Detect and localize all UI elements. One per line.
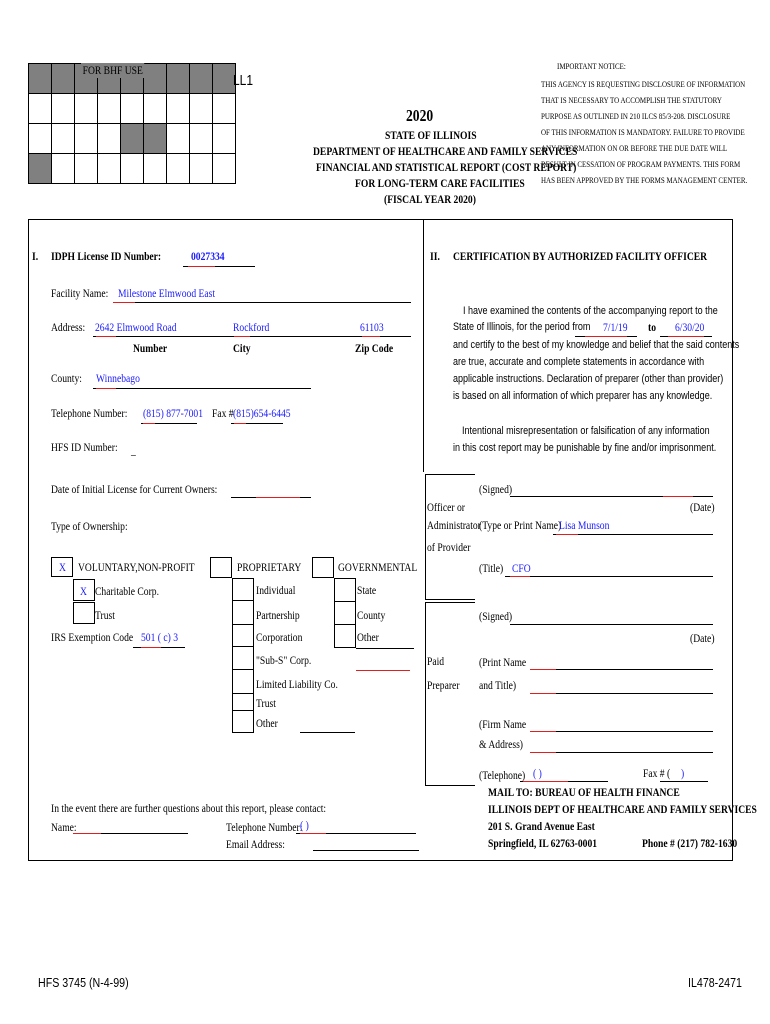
period-to[interactable]: 6/30/20 xyxy=(675,320,705,334)
zip-label: Zip Code xyxy=(355,341,394,355)
notice-line: PURPOSE AS OUTLINED IN 210 ILCS 85/3-208. DISCLOSURE xyxy=(541,111,731,121)
ownership-label: Type of Ownership: xyxy=(51,519,128,533)
notice-line: ANY INFORMATION ON OR BEFORE THE DUE DATE WILL xyxy=(541,143,728,153)
period-from[interactable]: 7/1/19 xyxy=(603,320,628,334)
preparer-side-label: Preparer xyxy=(427,678,460,692)
notice-line: THAT IS NECESSARY TO ACCOMPLISH THE STATUTORY xyxy=(541,95,722,105)
form-code: IL478-2471 xyxy=(688,975,742,990)
bhf-use-grid xyxy=(28,63,236,184)
preparer-box xyxy=(425,602,475,786)
prop-sub-s: "Sub-S" Corp. xyxy=(256,653,312,667)
gov-county: County xyxy=(357,608,386,622)
cert-text-line: State of Illinois, for the period from xyxy=(453,321,591,333)
street-value[interactable]: 2642 Elmwood Road xyxy=(95,320,177,334)
cert-text-line: and certify to the best of my knowledge and belief that the said contents xyxy=(453,339,740,351)
officer-side-label: of Provider xyxy=(427,540,471,554)
warning-line: Intentional misrepresentation or falsification of any information xyxy=(462,425,710,437)
gov-other: Other xyxy=(357,630,379,644)
header-report: FINANCIAL AND STATISTICAL REPORT (COST REPORT) xyxy=(316,160,577,174)
report-year: 2020 xyxy=(406,106,434,125)
officer-side-label: Officer or xyxy=(427,500,465,514)
contact-phone-label: Telephone Number: xyxy=(226,820,303,834)
trust-label: Trust xyxy=(95,608,115,622)
voluntary-label: VOLUNTARY,NON-PROFIT xyxy=(78,560,195,574)
preparer-telephone-value[interactable]: ( ) xyxy=(533,766,542,780)
preparer-firm-label: (Firm Name xyxy=(479,717,527,731)
facility-name-label: Facility Name: xyxy=(51,286,109,300)
contact-phone-value[interactable]: ( ) xyxy=(300,818,309,832)
hfs-id-label: HFS ID Number: xyxy=(51,440,118,454)
number-label: Number xyxy=(133,341,168,355)
license-value[interactable]: 0027334 xyxy=(191,249,225,263)
section-2-numeral: II. xyxy=(430,249,440,263)
charitable-mark: X xyxy=(80,584,87,598)
cert-text-line: applicable instructions. Declaration of preparer (other than provider) xyxy=(453,373,724,385)
certification-title: CERTIFICATION BY AUTHORIZED FACILITY OFFICER xyxy=(453,249,708,263)
preparer-fax-label: Fax # ( xyxy=(643,766,671,780)
prop-other: Other xyxy=(256,716,278,730)
warning-line: in this cost report may be punishable by fine and/or imprisonment. xyxy=(453,442,717,454)
proprietary-label: PROPRIETARY xyxy=(237,560,302,574)
fax-value[interactable]: (815)654-6445 xyxy=(233,406,291,420)
officer-date-label: (Date) xyxy=(690,500,715,514)
irs-exemption-value[interactable]: 501 ( c) 3 xyxy=(141,630,179,644)
contact-email-label: Email Address: xyxy=(226,837,285,851)
address-label: Address: xyxy=(51,320,86,334)
mail-line: 201 S. Grand Avenue East xyxy=(488,819,595,833)
officer-side-label: Administrator xyxy=(427,518,481,532)
form-number: HFS 3745 (N-4-99) xyxy=(38,975,129,990)
telephone-label: Telephone Number: xyxy=(51,406,128,420)
prop-corporation: Corporation xyxy=(256,630,303,644)
officer-title-value[interactable]: CFO xyxy=(512,561,531,575)
section-1-numeral: I. xyxy=(32,249,39,263)
period-to-word: to xyxy=(648,320,656,334)
notice-line: RESULT IN CESSATION OF PROGRAM PAYMENTS. THIS FORM xyxy=(541,159,741,169)
ll-code: LL1 xyxy=(233,72,254,89)
charitable-label: Charitable Corp. xyxy=(95,584,159,598)
preparer-signed-label: (Signed) xyxy=(479,609,513,623)
notice-line: OF THIS INFORMATION IS MANDATORY. FAILURE TO PROVIDE xyxy=(541,127,745,137)
facility-name-value[interactable]: Milestone Elmwood East xyxy=(118,286,216,300)
governmental-label: GOVERNMENTAL xyxy=(338,560,418,574)
prop-llc: Limited Liability Co. xyxy=(256,677,338,691)
mail-line: Springfield, IL 62763-0001 xyxy=(488,836,598,850)
column-divider xyxy=(423,219,424,472)
governmental-item-boxes[interactable] xyxy=(334,578,356,648)
officer-name-label: (Type or Print Name) xyxy=(479,518,562,532)
officer-box xyxy=(425,474,475,600)
trust-checkbox[interactable] xyxy=(73,602,95,624)
bhf-use-label: FOR BHF USE xyxy=(82,63,143,77)
cert-text-line: is based on all information of which preparer has any knowledge. xyxy=(453,390,713,402)
officer-name-value[interactable]: Lisa Munson xyxy=(559,518,610,532)
prop-partnership: Partnership xyxy=(256,608,300,622)
contact-question: In the event there are further questions about this report, please contact: xyxy=(51,801,327,815)
mail-line: ILLINOIS DEPT OF HEALTHCARE AND FAMILY SERVICES xyxy=(488,802,757,816)
preparer-print-name: and Title) xyxy=(479,678,517,692)
preparer-firm-label: & Address) xyxy=(479,737,523,751)
initial-license-label: Date of Initial License for Current Owners: xyxy=(51,482,218,496)
proprietary-checkbox[interactable] xyxy=(210,557,232,578)
city-label: City xyxy=(233,341,251,355)
preparer-telephone-label: (Telephone) xyxy=(479,768,526,782)
header-state: STATE OF ILLINOIS xyxy=(385,128,477,142)
gov-state: State xyxy=(357,583,377,597)
fax-label: Fax # xyxy=(212,406,234,420)
cert-text-line: I have examined the contents of the accompanying report to the xyxy=(463,305,718,317)
header-facilities: FOR LONG-TERM CARE FACILITIES xyxy=(355,176,525,190)
mail-line: MAIL TO: BUREAU OF HEALTH FINANCE xyxy=(488,785,680,799)
cert-text-line: are true, accurate and complete statements in accordance with xyxy=(453,356,705,368)
header-department: DEPARTMENT OF HEALTHCARE AND FAMILY SERVICES xyxy=(313,144,578,158)
voluntary-mark: X xyxy=(59,560,66,574)
mail-phone: Phone # (217) 782-1630 xyxy=(642,836,738,850)
county-value[interactable]: Winnebago xyxy=(96,371,140,385)
license-label: IDPH License ID Number: xyxy=(51,249,162,263)
notice-line: THIS AGENCY IS REQUESTING DISCLOSURE OF INFORMATION xyxy=(541,79,746,89)
officer-signed-label: (Signed) xyxy=(479,482,513,496)
header-fiscal-year: (FISCAL YEAR 2020) xyxy=(384,192,476,206)
telephone-value[interactable]: (815) 877-7001 xyxy=(143,406,203,420)
preparer-fax-close[interactable]: ) xyxy=(681,766,685,780)
notice-line: HAS BEEN APPROVED BY THE FORMS MANAGEMENT CENTER. xyxy=(541,175,748,185)
county-label: County: xyxy=(51,371,82,385)
notice-title: IMPORTANT NOTICE: xyxy=(557,61,626,71)
zip-value[interactable]: 61103 xyxy=(360,320,384,334)
preparer-print-name: (Print Name xyxy=(479,655,527,669)
contact-name-label: Name: xyxy=(51,820,77,834)
irs-exemption-label: IRS Exemption Code xyxy=(51,630,134,644)
officer-title-label: (Title) xyxy=(479,561,504,575)
governmental-checkbox[interactable] xyxy=(312,557,334,578)
prop-individual: Individual xyxy=(256,583,296,597)
prop-trust: Trust xyxy=(256,696,276,710)
preparer-date-label: (Date) xyxy=(690,631,715,645)
preparer-side-label: Paid xyxy=(427,654,445,668)
hfs-id-value[interactable]: _ xyxy=(131,443,136,457)
city-value[interactable]: Rockford xyxy=(233,320,270,334)
